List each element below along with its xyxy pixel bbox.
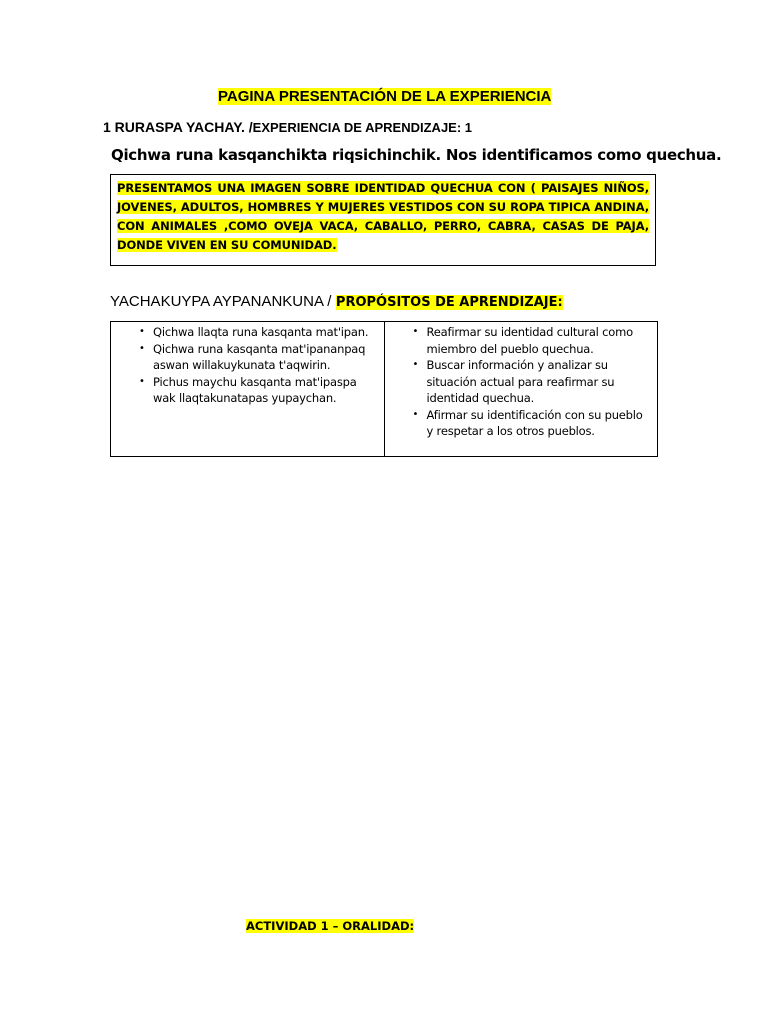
description-highlight: PRESENTAMOS UNA IMAGEN SOBRE IDENTIDAD QUECHUA CON ( PAISAJES NIÑOS, JOVENES, ADULTOS, HOMBRES Y MUJERES VESTIDOS CON SU ROPA TIPICA ANDINA, CON ANIMALES ,COMO OVEJA VACA, CABALLO, PERRO, CABRA, CASAS DE PAJA, DONDE VIVEN EN SU COMUNIDAD.: [117, 181, 649, 252]
description-text: [117, 179, 649, 255]
description-box: [110, 174, 656, 266]
list-item-text: Reafirmar su identidad cultural como miembro del pueblo quechua.: [426, 325, 633, 356]
purposes-quechua-list: [111, 324, 376, 407]
experience-subtitle: Qichwa runa kasqanchikta riqsichinchik. Nos identificamos como quechua.: [111, 146, 722, 164]
bullet-icon: •: [139, 342, 145, 354]
purposes-heading: [110, 293, 563, 311]
list-item: [412, 324, 650, 357]
list-item: [412, 357, 650, 407]
bullet-icon: •: [412, 359, 419, 370]
bullet-icon: •: [412, 326, 419, 337]
bullet-icon: •: [139, 326, 145, 337]
list-item: [139, 374, 376, 407]
experience-heading: [103, 119, 472, 137]
purposes-heading-spanish: PROPÓSITOS DE APRENDIZAJE:: [335, 295, 563, 310]
purposes-table: [110, 321, 658, 457]
list-item: [412, 407, 650, 440]
list-item-text: Pichus maychu kasqanta mat'ipaspa wak llaqtakunatapas yupaychan.: [153, 374, 357, 405]
list-item: [139, 324, 376, 341]
list-item-text: Buscar información y analizar su situación actual para reafirmar su identidad quechua.: [426, 358, 615, 405]
list-item: [139, 341, 376, 374]
bullet-icon: •: [412, 408, 419, 420]
purposes-quechua-column: [111, 322, 385, 456]
list-item-text: Qichwa llaqta runa kasqanta mat'ipan.: [153, 325, 369, 339]
page-title: [218, 87, 551, 106]
experience-heading-quechua: 1 RURASPA YACHAY. /: [103, 119, 253, 135]
activity-heading-text: ACTIVIDAD 1 – ORALIDAD:: [246, 919, 415, 933]
page-title-text: PAGINA PRESENTACIÓN DE LA EXPERIENCIA: [218, 88, 552, 105]
purposes-heading-quechua: YACHAKUYPA AYPANANKUNA /: [110, 293, 332, 310]
purposes-spanish-list: [385, 324, 650, 440]
purposes-spanish-column: [385, 322, 658, 456]
experience-heading-spanish: EXPERIENCIA DE APRENDIZAJE: 1: [252, 120, 473, 135]
list-item-text: Afirmar su identificación con su pueblo y respetar a los otros pueblos.: [426, 407, 643, 438]
activity-heading: [246, 919, 414, 933]
bullet-icon: •: [139, 375, 145, 387]
list-item-text: Qichwa runa kasqanta mat'ipananpaq aswan willakuykunata t'aqwirin.: [153, 341, 366, 372]
